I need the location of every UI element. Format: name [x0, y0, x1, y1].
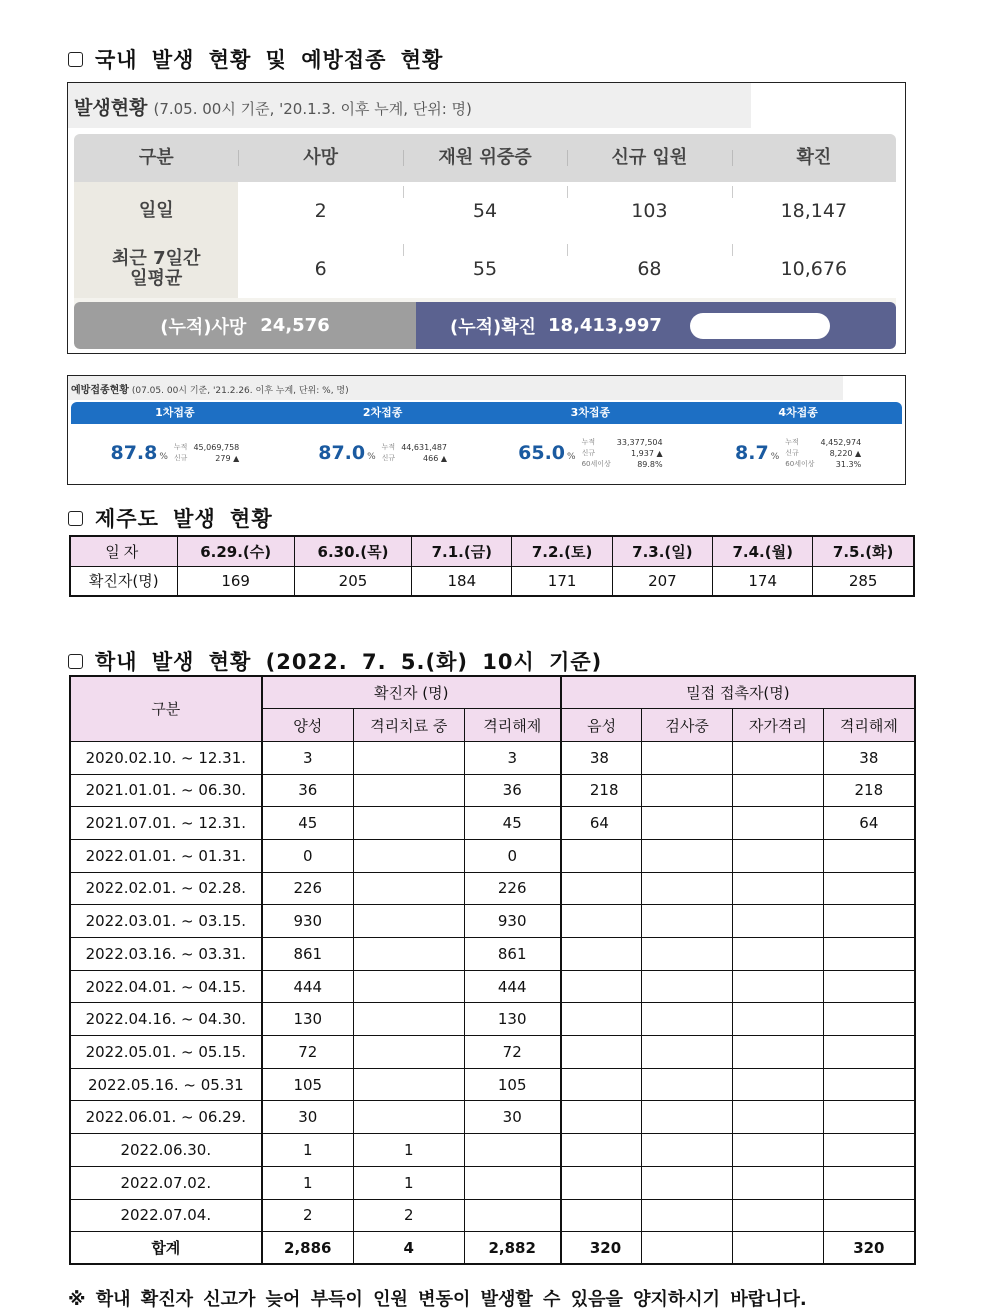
dose-3-label: 3차접종 [570, 406, 611, 419]
dose-4-stats: 8.7 % 누적 4,452,974 신규 8,220 ▲ 60세이상 31.3% [735, 437, 862, 469]
disclaimer-note: ※ 학내 확진자 신고가 늦어 부득이 인원 변동이 발생할 수 있음을 양지하시기 바랍니다. [68, 1289, 807, 1310]
vaccine-title: 예방접종현황 [71, 385, 129, 396]
panel-subtitle: (7.05. 00시 기준, '20.1.3. 이후 누계, 단위: 명) [153, 100, 472, 118]
dose-1-label: 1차접종 [155, 406, 195, 419]
table-row-total: 합계 2,886 4 2,882 320 320 [70, 1232, 915, 1265]
dose-3-stats: 65.0 % 누적 33,377,504 신규 1,937 ▲ 60세이상 89.8% [518, 437, 663, 469]
school-cases-table: 구분 확진자 (명) 밀접 접촉자(명) 양성 격리치료 중 격리해제 음성 검사중 자가격리 격리해제 2020.02.10. ~ 12.31. 3 3 38 38 2021.01.01. ~ 06.30. 36 36 218 218 2021.07.01. ~ 12.31. 45 45 64 64 2022.01.01. ~ 01.31. 0 0 2022.02.01. ~ 02.28. 226 226 2022.03.01. ~ 03.15. 930 930 2022.03.16. ~ 03.31. 861 861 2022.04.01. ~ 04.15. 444 444 2022.04.16. ~ 04.30. 130 130 2022.05.01. ~ 05.15. 72 72 2022.05.16. ~ 05.31 105 105 2022.06.01. ~ 06.29. 30 30 2022.06.30. 1 1 2022.07.02. 1 1 2022.07.04. 2 2 합계 2,886 4 2,882 320 320 [69, 675, 916, 1265]
table-row: 2022.01.01. ~ 01.31. 0 0 [70, 839, 915, 872]
domestic-table [74, 134, 896, 349]
panel-header [68, 83, 751, 128]
header-critical: 재원 위중증 [403, 134, 567, 182]
table-row: 2022.04.01. ~ 04.15. 444 444 [70, 970, 915, 1003]
table-row-weekly-avg: 최근 7일간 일평균 6 55 68 10,676 [74, 240, 896, 298]
table-row: 2021.01.01. ~ 06.30. 36 36 218 218 [70, 774, 915, 807]
table-row: 2021.07.01. ~ 12.31. 45 45 64 64 [70, 807, 915, 840]
header-confirmed: 확진 [732, 134, 896, 182]
table-row: 2022.05.16. ~ 05.31 105 105 [70, 1068, 915, 1101]
panel-title: 발생현황 [74, 97, 148, 119]
header-death: 사망 [238, 134, 402, 182]
cumulative-confirmed: (누적)확진 18,413,997 [416, 302, 896, 349]
table-row-daily: 일일 2 54 103 18,147 [74, 182, 896, 240]
checkbox-square-icon [68, 511, 83, 526]
jeju-cases-table [69, 535, 915, 597]
table-row: 2022.04.16. ~ 04.30. 130 130 [70, 1003, 915, 1036]
table-row: 확진자(명) 169 205 184 171 207 174 285 [70, 566, 914, 596]
cumulative-death: (누적)사망 24,576 [74, 302, 416, 349]
table-row: 2022.02.01. ~ 02.28. 226 226 [70, 872, 915, 905]
table-row: 2022.06.01. ~ 06.29. 30 30 [70, 1101, 915, 1134]
cumulative-bar [74, 302, 896, 349]
table-row: 2020.02.10. ~ 12.31. 3 3 38 38 [70, 741, 915, 774]
dose-header-bar [71, 402, 902, 424]
table-row: 2022.07.04. 2 2 [70, 1199, 915, 1232]
header-new-admission: 신규 입원 [567, 134, 731, 182]
redacted-pill [690, 313, 830, 339]
table-row: 2022.03.16. ~ 03.31. 861 861 [70, 938, 915, 971]
vaccine-subtitle: (07.05. 00시 기준, '21.2.26. 이후 누계, 단위: %, 명) [131, 386, 349, 396]
table-row: 2022.07.02. 1 1 [70, 1166, 915, 1199]
dose-2-stats: 87.0 % 누적 44,631,487 신규 466 ▲ [318, 442, 448, 464]
checkbox-square-icon [68, 654, 83, 669]
domestic-status-panel [67, 82, 906, 354]
domestic-table-header [74, 134, 896, 182]
table-row: 일자 6.29.(수) 6.30.(목) 7.1.(금) 7.2.(토) 7.3.(일) 7.4.(월) 7.5.(화) [70, 536, 914, 566]
section-title-jeju: 제주도 발생 현황 [68, 503, 273, 533]
checkbox-square-icon [68, 52, 83, 67]
section-title-school: 학내 발생 현황 (2022. 7. 5.(화) 10시 기준) [68, 646, 602, 676]
section-title-domestic: 국내 발생 현황 및 예방접종 현황 [68, 44, 443, 74]
table-row: 2022.03.01. ~ 03.15. 930 930 [70, 905, 915, 938]
dose-4-label: 4차접종 [778, 406, 818, 419]
dose-2-label: 2차접종 [362, 406, 403, 419]
table-row: 2022.06.30. 1 1 [70, 1134, 915, 1167]
dose-1-stats: 87.8 % 누적 45,069,758 신규 279 ▲ [110, 442, 240, 464]
table-row: 2022.05.01. ~ 05.15. 72 72 [70, 1036, 915, 1069]
vaccination-status-panel [67, 375, 906, 485]
header-category: 구분 [138, 147, 174, 168]
